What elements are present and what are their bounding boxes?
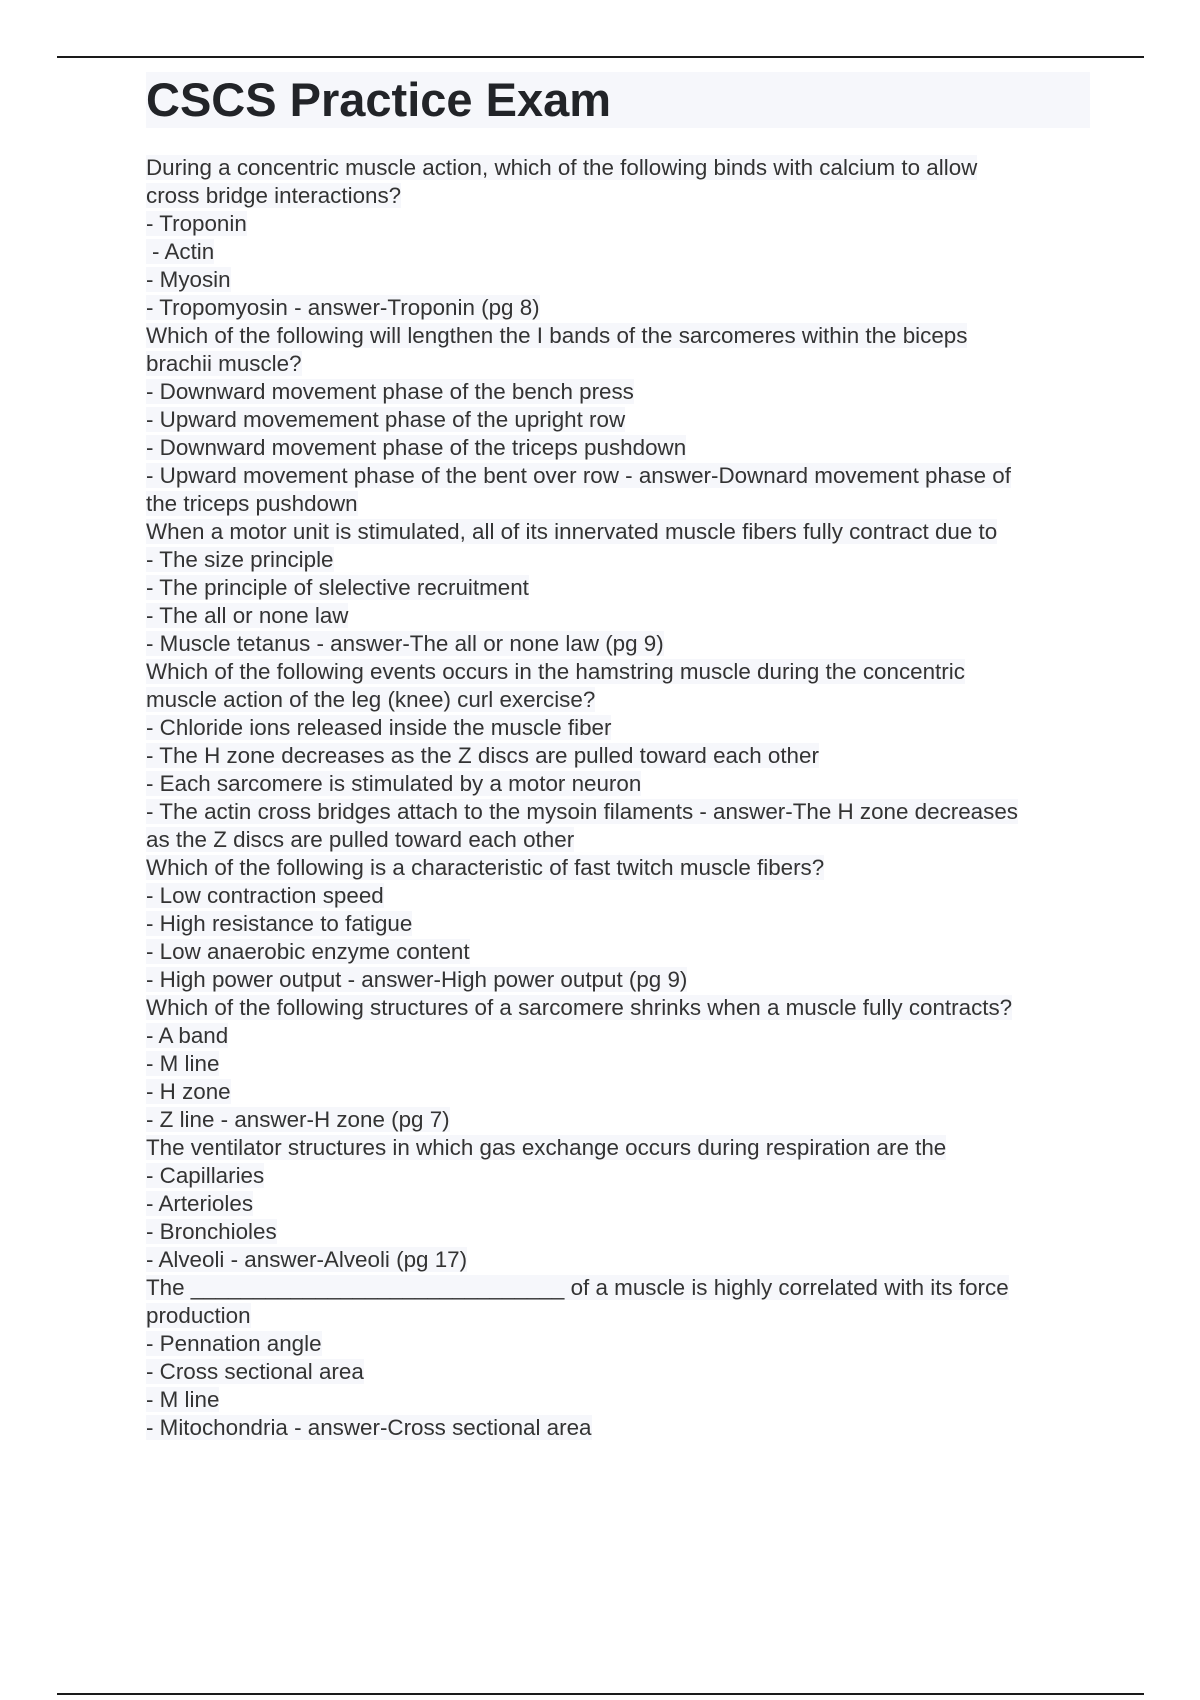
text-line: - Cross sectional area (146, 1359, 364, 1384)
text-line: - A band (146, 1023, 229, 1048)
text-line: - M line (146, 1387, 220, 1412)
top-rule (57, 56, 1144, 58)
text-line: - The actin cross bridges attach to the mysoin filaments - answer-The H zone decreases (146, 799, 1018, 824)
text-line: Which of the following structures of a sarcomere shrinks when a muscle fully contracts? (146, 995, 1013, 1020)
text-line: cross bridge interactions? (146, 183, 402, 208)
text-line: - The size principle (146, 547, 334, 572)
text-line: - Z line - answer-H zone (pg 7) (146, 1107, 450, 1132)
text-line: - Upward movement phase of the bent over row - answer-Downard movement phase of (146, 463, 1011, 488)
text-line: production (146, 1303, 251, 1328)
text-line: - The H zone decreases as the Z discs are pulled toward each other (146, 743, 819, 768)
text-line: - Upward movemement phase of the upright row (146, 407, 626, 432)
text-line: - Each sarcomere is stimulated by a motor neuron (146, 771, 642, 796)
text-line: The ventilator structures in which gas exchange occurs during respiration are the (146, 1135, 947, 1160)
text-line: During a concentric muscle action, which of the following binds with calcium to allow (146, 155, 978, 180)
text-line: - The principle of slelective recruitment (146, 575, 529, 600)
text-line: - M line (146, 1051, 220, 1076)
text-line: - H zone (146, 1079, 231, 1104)
text-line: - Low anaerobic enzyme content (146, 939, 470, 964)
text-line: muscle action of the leg (knee) curl exercise? (146, 687, 596, 712)
text-line: Which of the following will lengthen the I bands of the sarcomeres within the biceps (146, 323, 968, 348)
text-line: - Muscle tetanus - answer-The all or none law (pg 9) (146, 631, 664, 656)
text-line: - Downward movement phase of the bench press (146, 379, 634, 404)
text-line: - Capillaries (146, 1163, 265, 1188)
text-line: as the Z discs are pulled toward each other (146, 827, 575, 852)
document-body (146, 154, 1090, 1442)
text-line: - Actin (146, 238, 1090, 266)
text-line: - High power output - answer-High power output (pg 9) (146, 967, 688, 992)
text-line: The ______________________________ of a muscle is highly correlated with its force (146, 1275, 1009, 1300)
text-line: - High resistance to fatigue (146, 911, 413, 936)
text-line: - Bronchioles (146, 1219, 277, 1244)
text-line: Which of the following is a characteristic of fast twitch muscle fibers? (146, 855, 825, 880)
text-line: - Troponin (146, 211, 247, 236)
text-line: - Low contraction speed (146, 883, 384, 908)
bottom-rule (57, 1693, 1144, 1695)
text-line: the triceps pushdown (146, 491, 358, 516)
text-line: - Arterioles (146, 1191, 254, 1216)
text-line: - Downward movement phase of the triceps pushdown (146, 435, 687, 460)
page-title: CSCS Practice Exam (146, 72, 1090, 128)
text-line: - Tropomyosin - answer-Troponin (pg 8) (146, 295, 540, 320)
text-line: - Myosin (146, 267, 231, 292)
text-line: - Mitochondria - answer-Cross sectional area (146, 1415, 592, 1440)
text-line: brachii muscle? (146, 351, 302, 376)
text-line: Which of the following events occurs in the hamstring muscle during the concentric (146, 659, 965, 684)
text-line: - Pennation angle (146, 1331, 322, 1356)
text-line: When a motor unit is stimulated, all of its innervated muscle fibers fully contract due to (146, 519, 998, 544)
text-line: - Chloride ions released inside the muscle fiber (146, 715, 612, 740)
text-line: - Alveoli - answer-Alveoli (pg 17) (146, 1247, 468, 1272)
text-line: - The all or none law (146, 603, 349, 628)
